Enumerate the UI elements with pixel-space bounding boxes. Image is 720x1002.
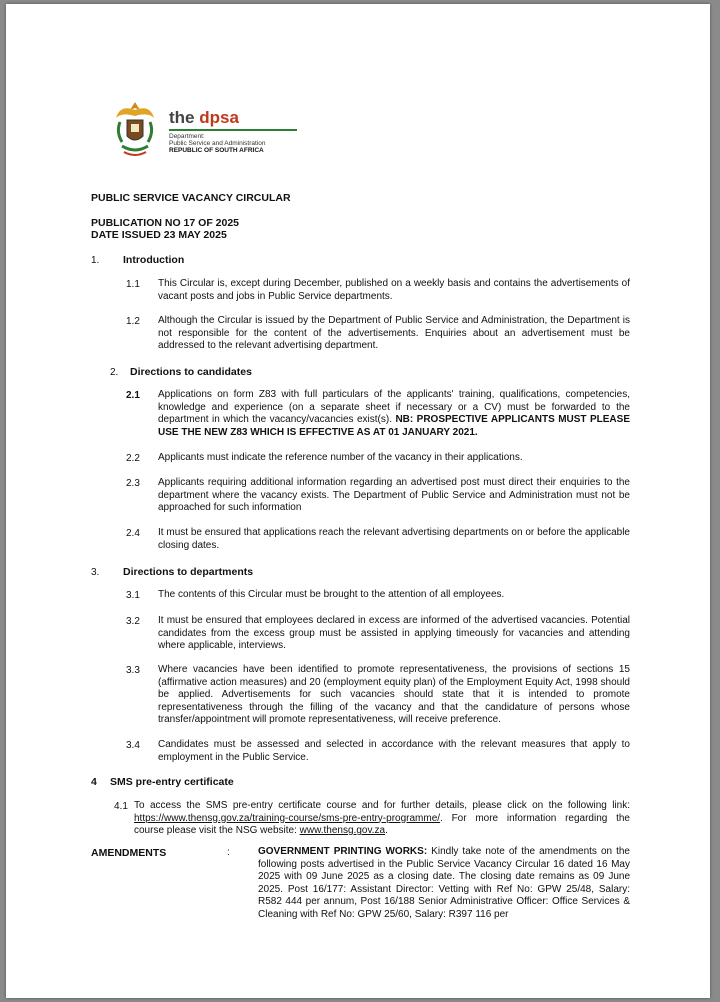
amendments-label: AMENDMENTS [91,847,167,859]
section-2-title: Directions to candidates [130,366,252,378]
brand-sub-department: Department: [169,133,205,140]
para-3-4-number: 3.4 [126,740,140,751]
brand-sub-republic: REPUBLIC OF SOUTH AFRICA [169,147,264,154]
section-1-title: Introduction [123,254,185,266]
para-2-2: Applicants must indicate the reference number of the vacancy in their applications. [158,452,523,463]
para-3-1: The contents of this Circular must be brought to the attention of all employees. [158,589,505,600]
para-2-4: It must be ensured that applications reach the relevant advertising departments on or before the applicable closing dates. [158,527,630,551]
section-1-number: 1. [91,255,100,266]
document-page [6,4,710,998]
amendments-lead: GOVERNMENT PRINTING WORKS: [258,846,428,857]
brand-name [169,108,239,128]
brand-subtitle [169,133,265,154]
amendments-colon: : [227,847,230,858]
para-3-2: It must be ensured that employees declared in excess are informed of the advertised vacancies. Potential candidates from the excess group must be assisted in applying timeously for vacancies and attending where applicable, interviews. [158,615,630,651]
para-1-1-number: 1.1 [126,279,140,290]
brand-divider [169,129,297,131]
brand-highlight: dpsa [199,108,239,127]
section-2-number: 2. [110,367,119,378]
para-4-1-text-a: To access the SMS pre-entry certificate course and for further details, please click on the following link: [134,800,630,811]
nsg-website-link[interactable]: www.thensg.gov.za [299,825,386,836]
brand-prefix: the [169,108,200,127]
para-1-2: Although the Circular is issued by the Department of Public Service and Administration, the Department is not responsible for the content of the advertisements. Enquiries about an advertisement must be addressed to the relevant advertising department. [158,315,630,351]
para-2-1-number: 2.1 [126,390,140,401]
para-3-4: Candidates must be assessed and selected in accordance with the relevant measures that apply to employment in the Public Service. [158,739,630,763]
para-2-4-number: 2.4 [126,528,140,539]
para-1-2-number: 1.2 [126,316,140,327]
para-1-1: This Circular is, except during December, published on a weekly basis and contains the advertisements of vacant posts and jobs in Public Service departments. [158,278,630,302]
amendments-text: Kindly take note of the amendments on the following posts advertised in the Public Service Vacancy Circular 16 dated 16 May 2025 with 09 June 2025 as a closing date. The closing date remains as 09 June 2025. Post 16/177: Assistant Director: Vetting with Ref No: GPW 25/48, Salary: R582 444 per annum, Post 16/188 Senior Administrative Officer: Office Services & Cleaning with Ref No: GPW 25/60, Salary: R397 116 per [258,846,630,920]
publication-number: PUBLICATION NO 17 OF 2025 [91,217,240,229]
brand-sub-psa: Public Service and Administration [169,140,266,147]
section-4-title: SMS pre-entry certificate [110,776,234,788]
para-4-1-number: 4.1 [114,801,128,812]
para-3-2-number: 3.2 [126,616,140,627]
amendments-body [258,846,630,921]
para-2-1-text: Applications on form Z83 with full particulars of the applicants' training, qualifications, competencies, knowledge and experience (on a separate sheet if necessary or a CV) must be forwarded to the department in which the vacancy/vacancies exist(s). [158,389,630,425]
para-4-1 [134,800,630,838]
para-4-1-text-c: . [385,825,388,836]
para-2-3-number: 2.3 [126,478,140,489]
para-2-2-number: 2.2 [126,453,140,464]
para-4-1-text-b: . For more information regarding the course please visit the NSG website: [134,812,630,836]
para-2-1 [158,389,630,439]
para-2-1-notice: NB: PROSPECTIVE APPLICANTS MUST PLEASE USE THE NEW Z83 WHICH IS EFFECTIVE AS AT 01 JANUARY 2021. [158,414,630,438]
para-3-3: Where vacancies have been identified to promote representativeness, the provisions of sections 15 (affirmative action measures) and 20 (employment equity plan) of the Employment Equity Act, 1998 should be applied. Advertisements for such vacancies should state that it is intended to promote representativeness through the filling of the vacancy and that the candidature of persons whose transfer/appointment will promote representativeness, will receive preference. [158,664,630,725]
para-3-3-number: 3.3 [126,665,140,676]
circular-title: PUBLIC SERVICE VACANCY CIRCULAR [91,192,291,204]
section-3-title: Directions to departments [123,566,254,578]
para-2-3: Applicants requiring additional information regarding an advertised post must direct their enquiries to the department where the vacancy exists. The Department of Public Service and Administration must not be approached for such information [158,477,630,513]
section-4-number: 4 [91,776,97,788]
section-3-number: 3. [91,567,100,578]
para-3-1-number: 3.1 [126,590,140,601]
coat-of-arms-logo [110,98,160,160]
sms-course-link[interactable]: https://www.thensg.gov.za/training-course/sms-pre-entry-programme/ [134,812,441,824]
date-issued: DATE ISSUED 23 MAY 2025 [91,229,227,241]
